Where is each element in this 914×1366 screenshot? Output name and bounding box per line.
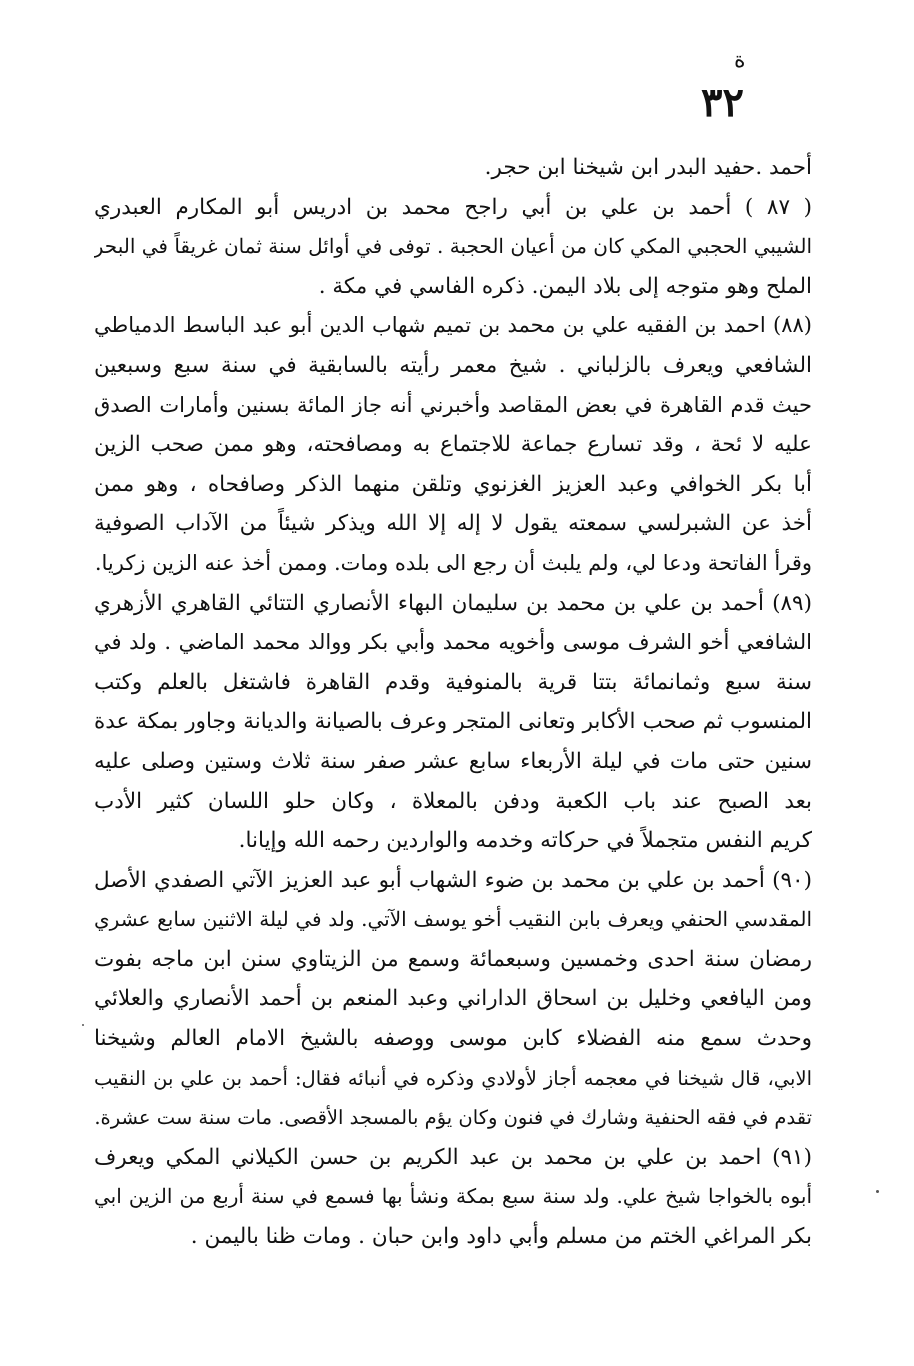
- page-body: [94, 148, 812, 1257]
- scan-speck: [876, 1190, 879, 1193]
- top-mark: ة: [734, 48, 746, 73]
- text-line: (٩٠) أحمد بن علي بن محمد بن ضوء الشهاب أبو عبد العزيز الآتي الصفدي الأصل: [94, 867, 812, 893]
- text-line: وحدث سمع منه الفضلاء كابن موسى ووصفه بالشيخ الامام العالم وشيخنا: [94, 1026, 812, 1052]
- text-line: بكر المراغي الختم من مسلم وأبي داود وابن حبان . ومات ظنا باليمن .: [190, 1224, 812, 1250]
- text-line: (٨٨) احمد بن الفقيه علي بن محمد بن تميم شهاب الدين أبو عبد الباسط الدمياطي: [94, 313, 812, 338]
- text-line: (٨٩) أحمد بن علي بن محمد بن سليمان البهاء الأنصاري التتائي القاهري الأزهري: [94, 590, 812, 616]
- text-line: الشافعي أخو الشرف موسى وأخويه محمد وأبي بكر ووالد محمد الماضي . ولد في: [94, 630, 812, 655]
- text-line: رمضان سنة احدى وخمسين وسبعمائة وسمع من الزيتاوي سنن ابن ماجه بفوت: [94, 946, 812, 972]
- text-line: الابي، قال شيخنا في معجمه أجاز لأولادي وذكره في أنبائه فقال: أحمد بن علي بن النقيب: [94, 1066, 812, 1090]
- text-line: المقدسي الحنفي ويعرف بابن النقيب أخو يوسف الآتي. ولد في ليلة الاثنين سابع عشري: [94, 907, 812, 932]
- text-line: أبوه بالخواجا شيخ علي. ولد سنة سبع بمكة ونشأ بها فسمع في سنة أربع من الزين ابي: [94, 1184, 812, 1209]
- text-line: الشافعي ويعرف بالزلباني . شيخ معمر رأيته بالسابقية في سنة سبع وسبعين: [94, 352, 812, 378]
- text-line: بعد الصبح عند باب الكعبة ودفن بالمعلاة ، وكان حلو اللسان كثير الأدب: [94, 788, 812, 814]
- scan-speck: [82, 1024, 84, 1026]
- text-line: أبا بكر الخوافي وعبد العزيز الغزنوي وتلقن منهما الذكر وصافحاه ، وهو ممن: [94, 471, 812, 497]
- text-line: ومن اليافعي وخليل بن اسحاق الداراني وعبد المنعم بن أحمد الأنصاري والعلائي: [94, 986, 812, 1012]
- page-number: ٣٢: [701, 79, 744, 126]
- text-line: سنين حتى مات في ليلة الأربعاء سابع عشر صفر سنة ثلاث وستين وصلى عليه: [94, 748, 812, 774]
- text-line: كريم النفس متجملاً في حركاته وخدمه والواردين رحمه الله وإيانا.: [238, 828, 812, 854]
- text-line: المنسوب ثم صحب الأكابر وتعانى المتجر وعرف بالصيانة والديانة وجاور بمكة عدة: [94, 709, 812, 735]
- text-line: وقرأ الفاتحة ودعا لي، ولم يلبث أن رجع الى بلده ومات. وممن أخذ عنه الزين زكريا.: [94, 550, 812, 575]
- text-line: ( ٨٧ ) أحمد بن علي بن أبي راجح محمد بن ادريس أبو المكارم العبدري: [94, 194, 812, 220]
- text-line: (٩١) احمد بن علي بن محمد بن عبد الكريم بن حسن الكيلاني المكي ويعرف: [94, 1144, 812, 1170]
- text-line: سنة سبع وثمانمائة بتتا قرية بالمنوفية وقدم القاهرة فاشتغل بالعلم وكتب: [94, 669, 812, 695]
- text-line: أحمد .حفيد البدر ابن شيخنا ابن حجر.: [484, 155, 812, 180]
- text-line: تقدم في فقه الحنفية وشارك في فنون وكان يؤم بالمسجد الأقصى. مات سنة ست عشرة.: [94, 1106, 812, 1130]
- text-line: الشيبي الحجبي المكي كان من أعيان الحجبة . توفى في أوائل سنة ثمان غريقاً في البحر: [94, 234, 812, 259]
- text-line: حيث قدم القاهرة في بعض المقاصد وأخبرني أنه جاز المائة بسنين وأمارات الصدق: [94, 392, 812, 417]
- text-line: عليه لا ئحة ، وقد تسارع جماعة للاجتماع به ومصافحته، وهو ممن صحب الزين: [94, 432, 812, 458]
- text-line: أخذ عن الشبرلسي سمعته يقول لا إله إلا الله ويذكر شيئاً من الآداب الصوفية: [94, 511, 812, 537]
- text-line: الملح وهو متوجه إلى بلاد اليمن. ذكره الفاسي في مكة .: [318, 273, 812, 299]
